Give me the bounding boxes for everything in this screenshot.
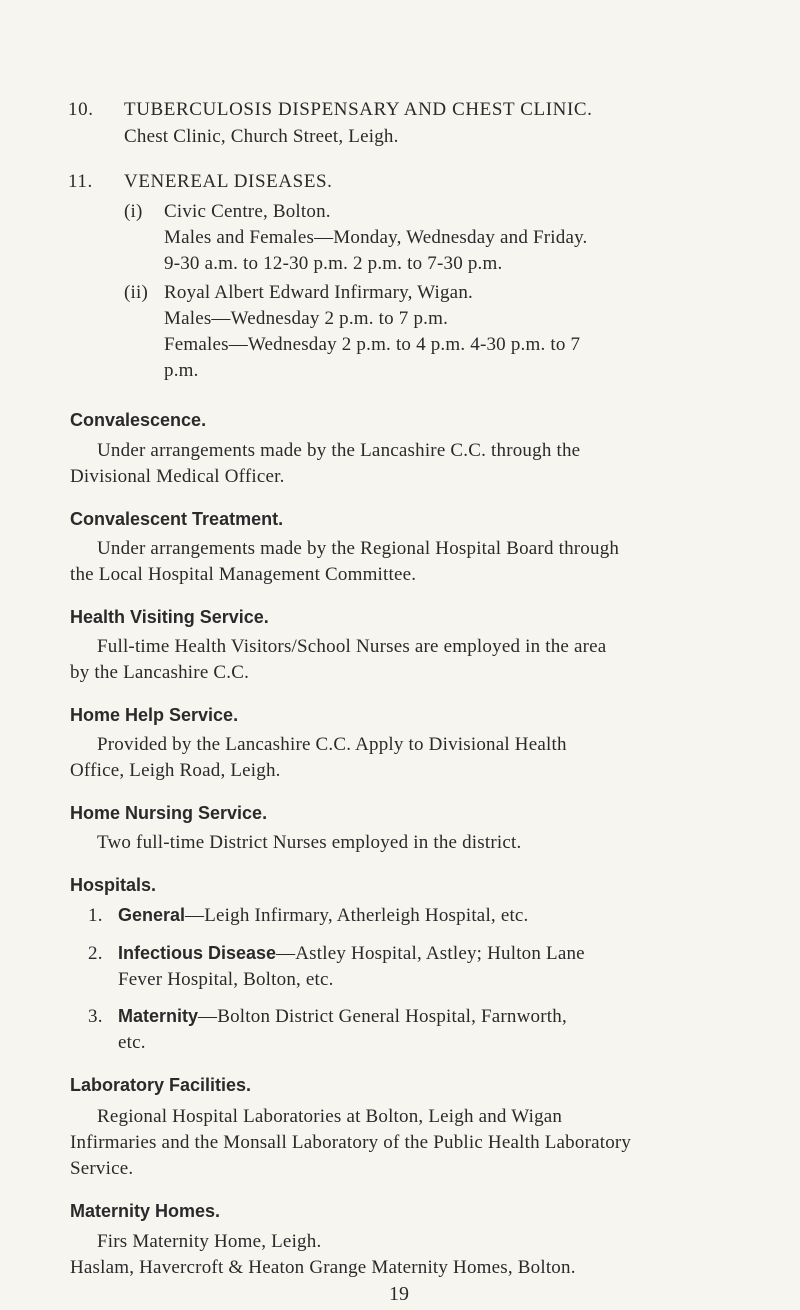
convalescent-treatment-heading: Convalescent Treatment. [70, 509, 284, 529]
item-ii-line3: Females—Wednesday 2 p.m. to 4 p.m. 4-30 p.m. to 7 [164, 334, 581, 355]
home-help-heading: Home Help Service. [70, 705, 239, 725]
section-11-title: VENEREAL DISEASES. [124, 171, 333, 192]
maternity-homes-line2: Haslam, Havercroft & Heaton Grange Maternity Homes, Bolton. [70, 1257, 576, 1278]
convalescent-treatment-line2: the Local Hospital Management Committee. [70, 564, 417, 585]
home-help-line1: Provided by the Lancashire C.C. Apply to Divisional Health [97, 734, 567, 755]
hospital-item-number: 1. [88, 905, 103, 926]
section-10-title: TUBERCULOSIS DISPENSARY AND CHEST CLINIC. [124, 99, 593, 120]
section-11-number: 11. [68, 171, 93, 192]
health-visiting-line2: by the Lancashire C.C. [70, 662, 250, 683]
hospital-item-label: General [118, 905, 186, 925]
convalescence-heading: Convalescence. [70, 410, 207, 430]
maternity-homes-line1: Firs Maternity Home, Leigh. [97, 1231, 322, 1252]
item-i-label: (i) [124, 201, 143, 222]
convalescence-line1: Under arrangements made by the Lancashire C.C. through the [97, 440, 581, 461]
page-number: 19 [389, 1283, 409, 1305]
hospital-item-text: —Leigh Infirmary, Atherleigh Hospital, etc. [185, 905, 529, 926]
hospital-item-number: 2. [88, 943, 103, 964]
section-10-number: 10. [68, 99, 94, 120]
hospital-item [118, 941, 585, 967]
hospital-item-text-continued: etc. [118, 1032, 146, 1053]
item-i-line3: 9-30 a.m. to 12-30 p.m. 2 p.m. to 7-30 p.m. [164, 253, 503, 274]
home-nursing-heading: Home Nursing Service. [70, 803, 268, 823]
laboratory-line3: Service. [70, 1158, 134, 1179]
home-help-line2: Office, Leigh Road, Leigh. [70, 760, 281, 781]
hospital-item-text: —Bolton District General Hospital, Farnworth, [198, 1006, 567, 1027]
hospital-item [118, 903, 529, 929]
laboratory-line1: Regional Hospital Laboratories at Bolton, Leigh and Wigan [97, 1106, 563, 1127]
hospital-item-text: —Astley Hospital, Astley; Hulton Lane [276, 943, 585, 964]
item-ii-line2: Males—Wednesday 2 p.m. to 7 p.m. [164, 308, 449, 329]
item-i-line2: Males and Females—Monday, Wednesday and Friday. [164, 227, 588, 248]
health-visiting-heading: Health Visiting Service. [70, 607, 269, 627]
hospital-item-text-continued: Fever Hospital, Bolton, etc. [118, 969, 334, 990]
laboratory-line2: Infirmaries and the Monsall Laboratory of the Public Health Laboratory [70, 1132, 632, 1153]
health-visiting-line1: Full-time Health Visitors/School Nurses are employed in the area [97, 636, 607, 657]
hospitals-heading: Hospitals. [70, 875, 157, 895]
item-i-line1: Civic Centre, Bolton. [164, 201, 331, 222]
maternity-homes-heading: Maternity Homes. [70, 1201, 221, 1221]
item-ii-label: (ii) [124, 282, 149, 303]
convalescent-treatment-line1: Under arrangements made by the Regional Hospital Board through [97, 538, 620, 559]
convalescence-line2: Divisional Medical Officer. [70, 466, 285, 487]
hospital-item [118, 1004, 567, 1030]
home-nursing-line1: Two full-time District Nurses employed in the district. [97, 832, 522, 853]
section-10-line: Chest Clinic, Church Street, Leigh. [124, 126, 399, 147]
hospital-item-label: Maternity [118, 1006, 199, 1026]
hospital-item-number: 3. [88, 1006, 103, 1027]
laboratory-heading: Laboratory Facilities. [70, 1075, 252, 1095]
hospital-item-label: Infectious Disease [118, 943, 277, 963]
item-ii-line4: p.m. [164, 360, 199, 381]
item-ii-line1: Royal Albert Edward Infirmary, Wigan. [164, 282, 473, 303]
